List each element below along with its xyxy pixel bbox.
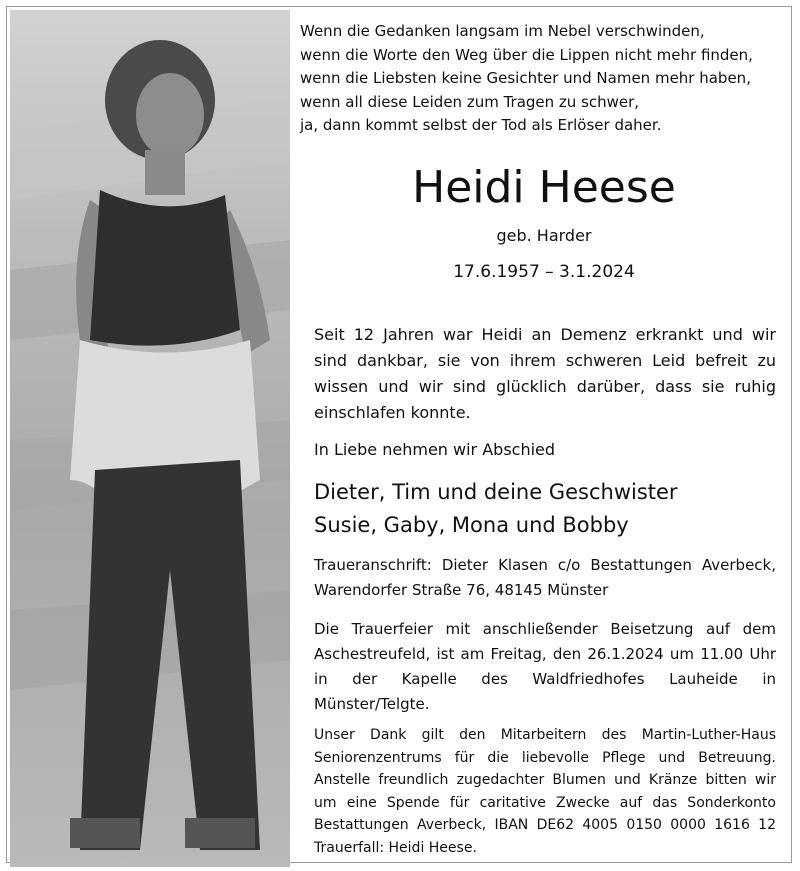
thanks-paragraph: Unser Dank gilt den Mitarbeitern des Martin-Luther-Haus Seniorenzentrums für die liebevolle Pflege und Betreuung. Anstelle freundlich zugedachter Blumen und Kränze bitten wir um eine Spende für caritative Zwecke auf das Sonderkonto Bestattungen Averbeck, IBAN DE62 4005 0150 0000 1616 12 Trauerfall: Heidi Heese. (314, 727, 776, 856)
address-paragraph: Traueranschrift: Dieter Klasen c/o Bestattungen Averbeck, Warendorfer Straße 76, 48145 Münster (314, 556, 776, 599)
poem-line: wenn all diese Leiden zum Tragen zu schwer, (300, 92, 640, 111)
poem (300, 20, 780, 138)
message-paragraph: Seit 12 Jahren war Heidi an Demenz erkrankt und wir sind dankbar, sie von ihrem schweren Leid befreit zu wissen und wir sind glücklich darüber, dass sie ruhig einschlafen konnte. (314, 325, 776, 422)
family-names (314, 476, 784, 542)
portrait-photo-icon (10, 10, 290, 867)
family-line: Susie, Gaby, Mona und Bobby (314, 513, 629, 537)
family-line: Dieter, Tim und deine Geschwister (314, 480, 678, 504)
ceremony-paragraph: Die Trauerfeier mit anschließender Beisetzung auf dem Aschestreufeld, ist am Freitag, den 26.1.2024 um 11.00 Uhr in der Kapelle des Waldfriedhofes Lauheide in Münster/Telgte. (314, 620, 776, 713)
poem-line: ja, dann kommt selbst der Tod als Erlöser daher. (300, 116, 662, 134)
deceased-name: Heidi Heese (412, 162, 676, 213)
birth-name: geb. Harder (496, 226, 592, 245)
life-dates: 17.6.1957 – 3.1.2024 (453, 262, 635, 282)
farewell-line: In Liebe nehmen wir Abschied (314, 440, 556, 459)
poem-line: Wenn die Gedanken langsam im Nebel verschwinden, (300, 22, 705, 40)
poem-line: wenn die Worte den Weg über die Lippen nicht mehr finden, (300, 45, 753, 64)
portrait-photo (10, 10, 290, 867)
poem-line: wenn die Liebsten keine Gesichter und Namen mehr haben, (300, 69, 751, 87)
